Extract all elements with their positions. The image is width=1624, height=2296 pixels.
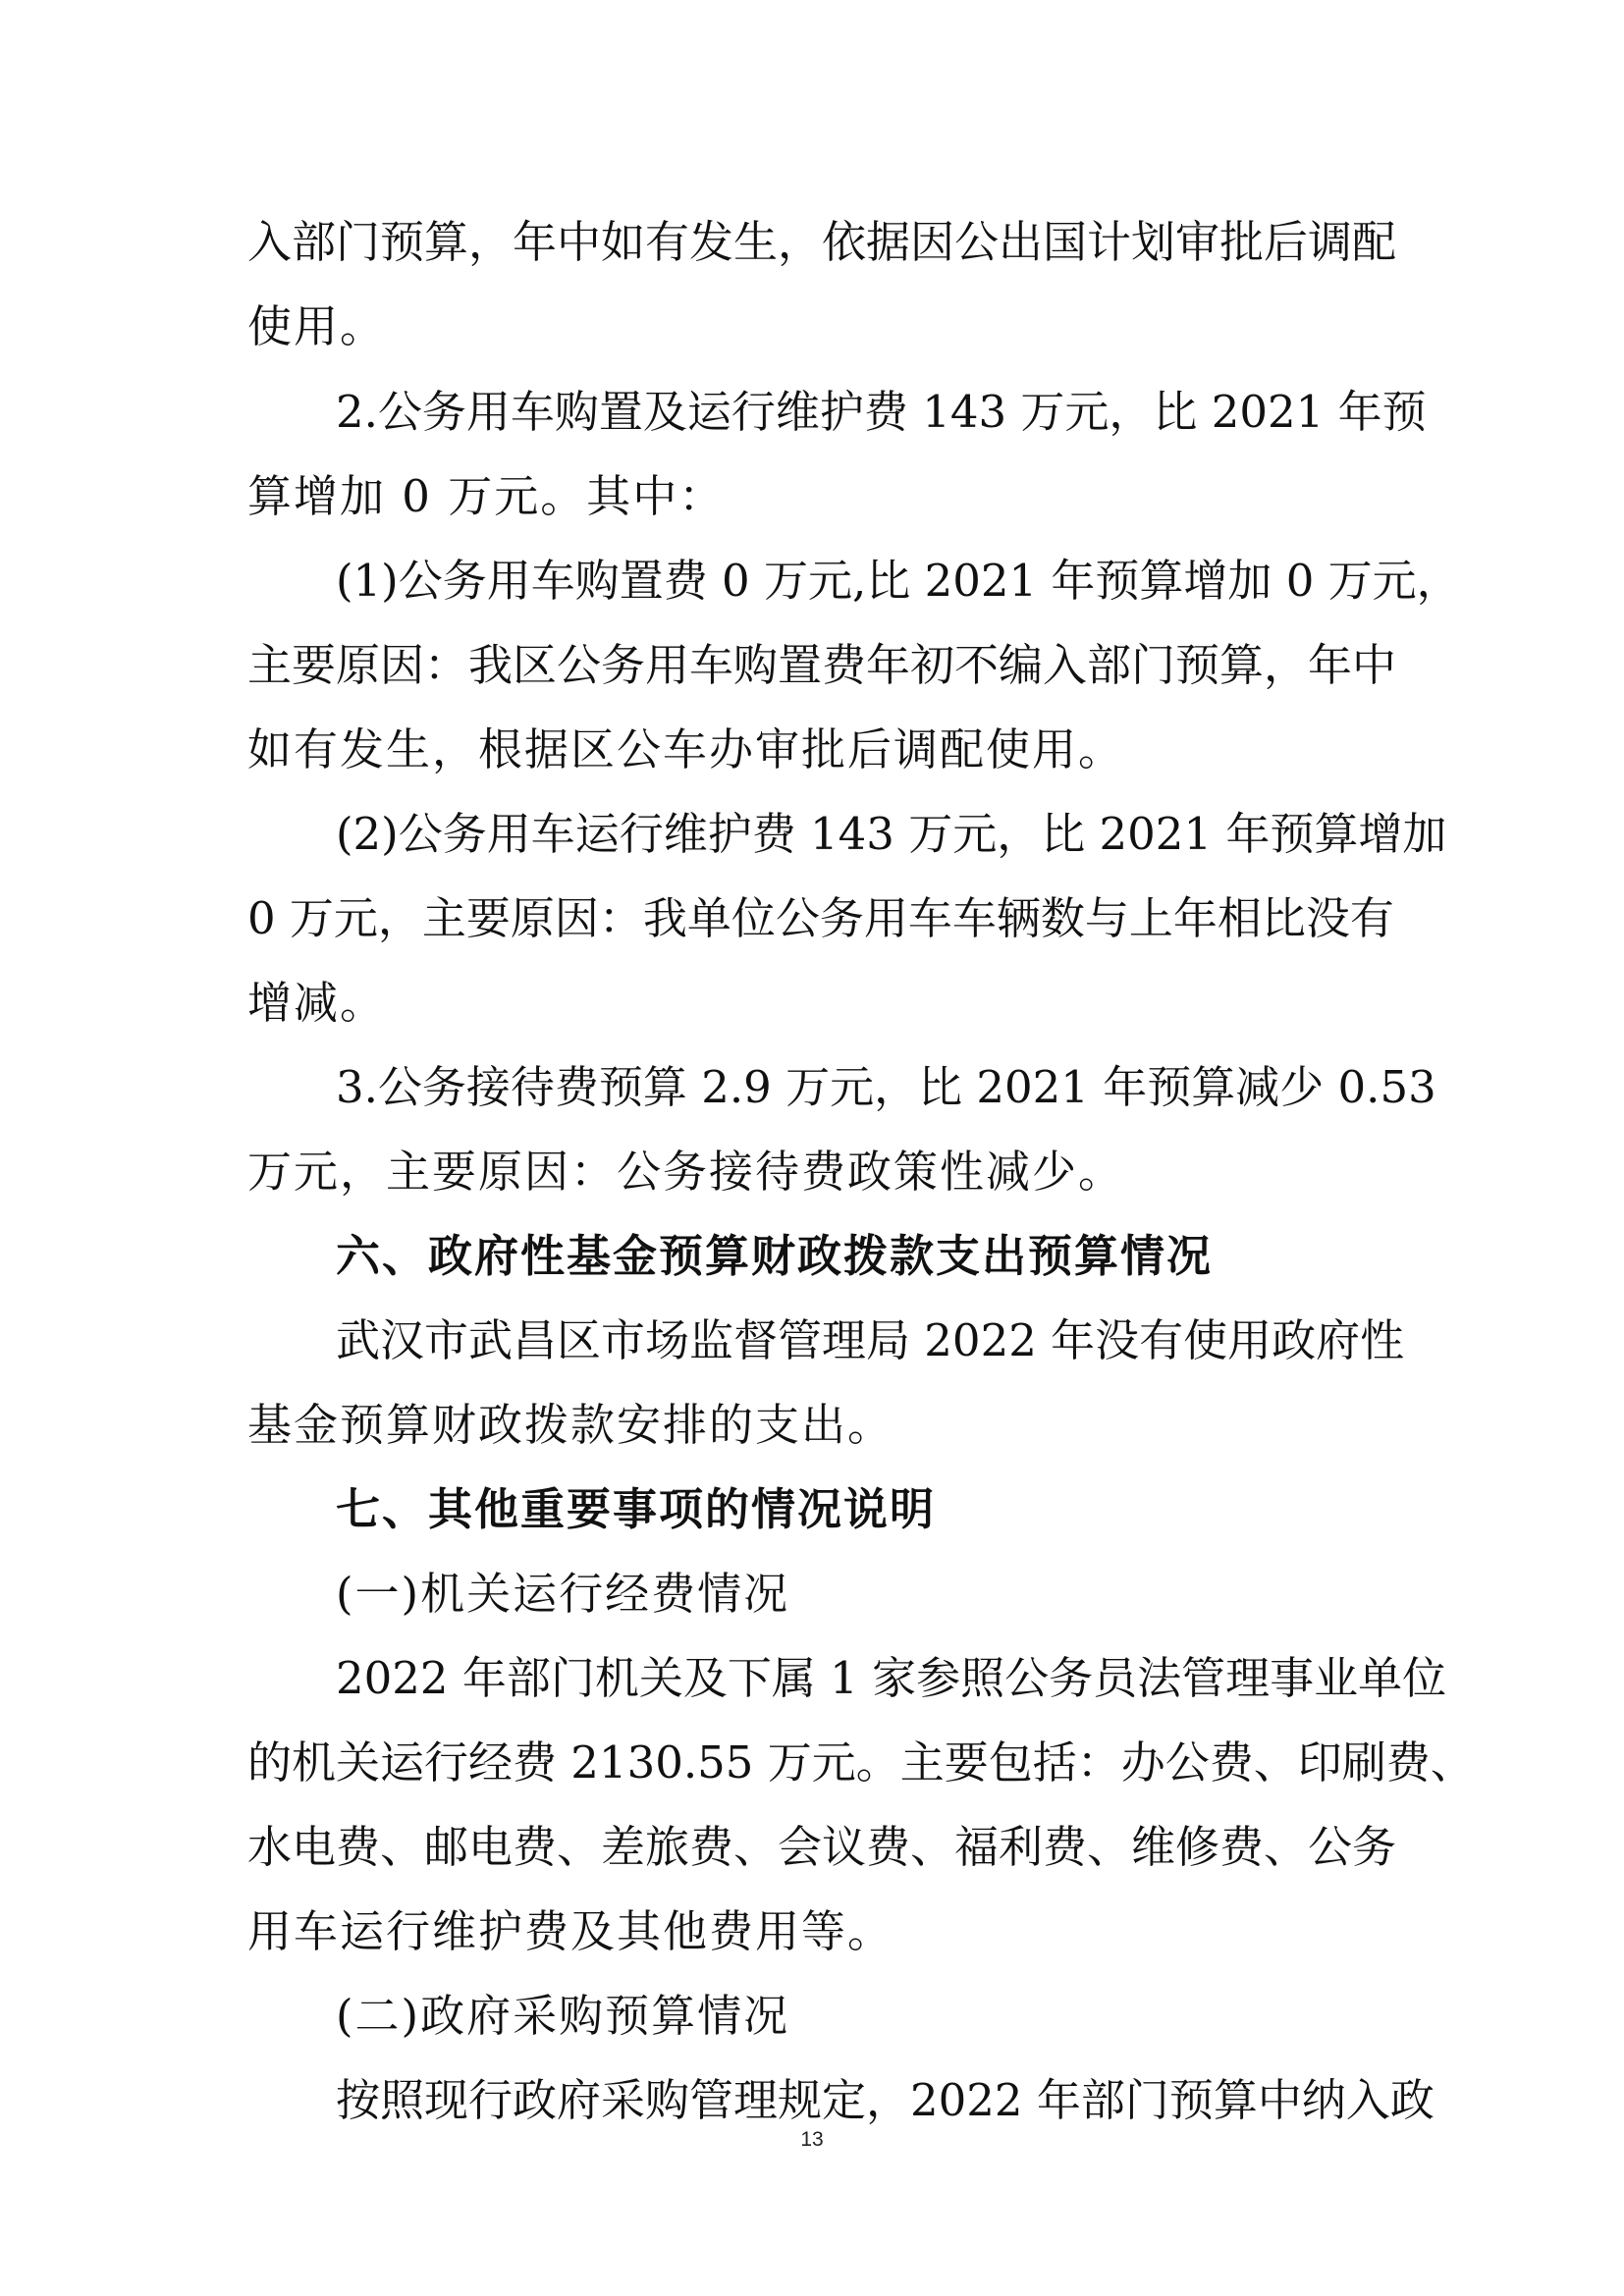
body-text-line: 如有发生，根据区公车办审批后调配使用。 — [247, 723, 1125, 775]
body-text-line: 主要原因：我区公务用车购置费年初不编入部门预算，年中 — [247, 639, 1397, 691]
body-text-line: 水电费、邮电费、差旅费、会议费、福利费、维修费、公务 — [247, 1821, 1397, 1873]
subsection-heading: (二)政府采购预算情况 — [336, 1990, 790, 2042]
body-text-line: 算增加 0 万元。其中： — [247, 470, 726, 522]
body-text-line: 按照现行政府采购管理规定，2022 年部门预算中纳入政 — [336, 2074, 1435, 2126]
body-text-line: 武汉市武昌区市场监督管理局 2022 年没有使用政府性 — [336, 1314, 1405, 1366]
body-text-line: 2022 年部门机关及下属 1 家参照公务员法管理事业单位 — [336, 1652, 1447, 1704]
body-text-line: 2.公务用车购置及运行维护费 143 万元，比 2021 年预 — [336, 386, 1427, 438]
body-text-line: 增减。 — [247, 977, 387, 1029]
body-text-line: 基金预算财政拨款安排的支出。 — [247, 1399, 894, 1451]
body-text-line: (1)公务用车购置费 0 万元,比 2021 年预算增加 0 万元， — [336, 555, 1461, 607]
body-text-line: 用车运行维护费及其他费用等。 — [247, 1905, 894, 1957]
body-text-line: 入部门预算，年中如有发生，依据因公出国计划审批后调配 — [247, 216, 1397, 268]
body-text-line: 0 万元，主要原因：我单位公务用车车辆数与上年相比没有 — [247, 892, 1394, 944]
page-number: 13 — [800, 2128, 824, 2151]
body-text-line: 的机关运行经费 2130.55 万元。主要包括：办公费、印刷费、 — [247, 1736, 1475, 1789]
body-text-line: (2)公务用车运行维护费 143 万元，比 2021 年预算增加 — [336, 808, 1447, 860]
section-heading: 七、其他重要事项的情况说明 — [336, 1483, 937, 1535]
body-text-line: 3.公务接待费预算 2.9 万元，比 2021 年预算减少 0.53 — [336, 1061, 1436, 1113]
subsection-heading: (一)机关运行经费情况 — [336, 1568, 790, 1620]
section-heading: 六、政府性基金预算财政拨款支出预算情况 — [336, 1230, 1214, 1282]
body-text-line: 使用。 — [247, 300, 387, 352]
body-text-line: 万元，主要原因：公务接待费政策性减少。 — [247, 1146, 1125, 1198]
